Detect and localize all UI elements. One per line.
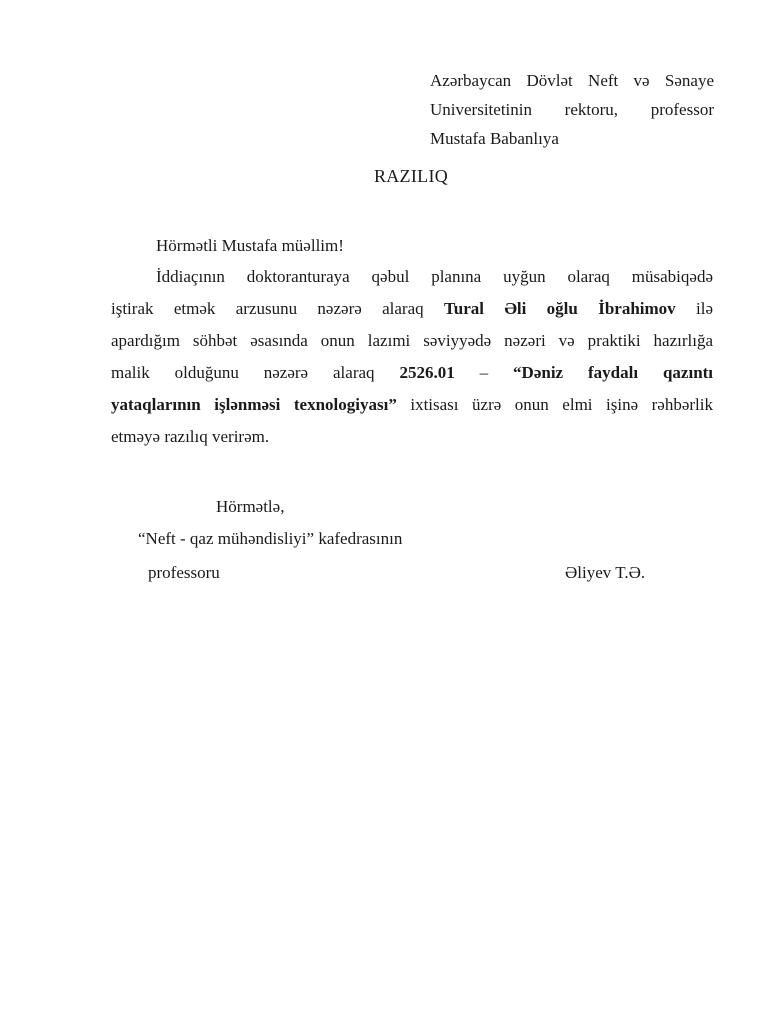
body-paragraph (111, 261, 713, 453)
body-text-1: İddiaçının doktoranturaya qəbul planına uyğun olaraq müsabiqədə (156, 267, 713, 286)
addressee-line-rector: Universitetinin rektoru, professor (430, 100, 714, 119)
body-dash: – (479, 363, 489, 382)
body-line-3 (111, 325, 713, 357)
addressee-line-name: Mustafa Babanlıya (430, 129, 559, 148)
body-text-3: apardığım söhbət əsasında onun lazımi səviyyədə nəzəri və praktiki hazırlığa (111, 331, 713, 350)
document-title: RAZILIQ (373, 166, 449, 186)
greeting: Hörmətli Mustafa müəllim! (156, 236, 344, 255)
candidate-name: Tural Əli oğlu İbrahimov (443, 299, 676, 318)
body-line-6 (111, 421, 713, 453)
body-text-2a: iştirak etmək arzusunu nəzərə alaraq (111, 299, 424, 318)
body-line-1 (111, 261, 713, 293)
department-name: “Neft - qaz mühəndisliyi” kafedrasının (138, 529, 403, 548)
body-text-5b: ixtisası üzrə onun elmi işinə rəhbərlik (410, 395, 714, 414)
specialty-title-part-1: “Dəniz faydalı qazıntı (513, 363, 714, 382)
addressee-line-university: Azərbaycan Dövlət Neft və Sənaye (430, 71, 714, 90)
body-text-6: etməyə razılıq verirəm. (111, 427, 270, 446)
body-text-4a: malik olduğunu nəzərə alaraq (111, 363, 375, 382)
specialty-title-part-2: yataqlarının işlənməsi texnologiyası” (111, 395, 397, 414)
signer-name: Əliyev T.Ə. (565, 563, 646, 582)
body-line-4 (111, 357, 713, 389)
specialty-code: 2526.01 (399, 363, 455, 382)
addressee-block (430, 66, 714, 153)
body-text-2b: ilə (696, 299, 713, 318)
body-line-5 (111, 389, 713, 421)
closing-salutation: Hörmətlə, (216, 497, 285, 516)
signer-position: professoru (148, 563, 220, 582)
body-line-2 (111, 293, 713, 325)
